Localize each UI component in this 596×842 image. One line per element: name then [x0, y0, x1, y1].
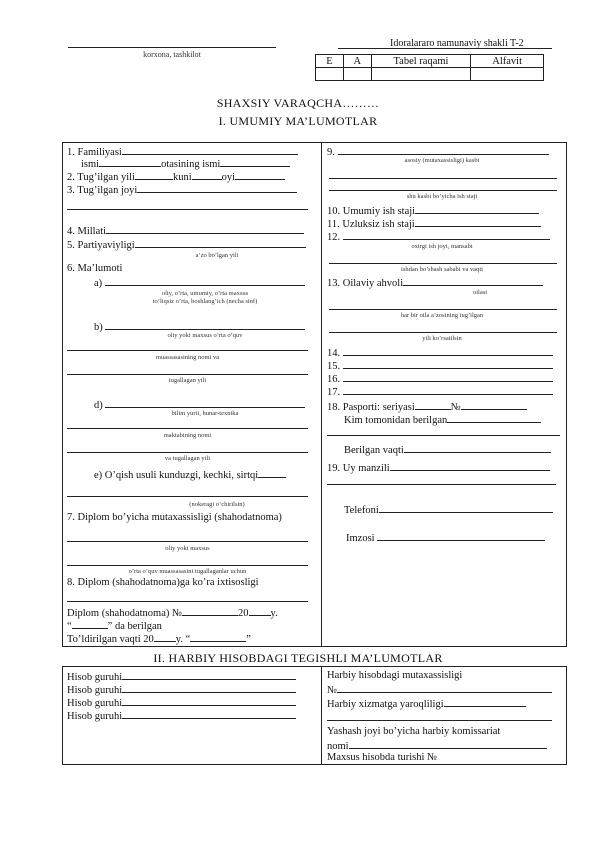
field-malumot-b-label: b)	[94, 322, 103, 333]
military-group-3[interactable]	[67, 696, 296, 710]
codes-header-tabel: Tabel raqami	[371, 55, 471, 68]
codes-cell-tabel[interactable]	[371, 68, 471, 81]
diploma-year-label: 20	[238, 608, 249, 619]
last-job-line2[interactable]	[329, 263, 557, 264]
military-commissariat-label: Yashash joyi bo’yicha harbiy komissariat	[327, 726, 501, 737]
general-info-divider	[321, 142, 322, 647]
malumot-b-line2[interactable]	[67, 350, 308, 351]
field-oilaviy-label: 13. Oilaviy ahvoli	[327, 278, 404, 289]
malumot-d-line2[interactable]	[67, 428, 308, 429]
field-signature[interactable]	[346, 531, 545, 545]
malumot-b-caption2: muassasasining nomi va	[155, 354, 220, 361]
field-passport-no-label: №	[450, 402, 461, 413]
field-study-mode[interactable]	[94, 468, 286, 482]
oilaviy-caption3: yili ko’rsatilsin	[422, 335, 462, 342]
field-passport-date-label: Berilgan vaqti	[344, 445, 404, 456]
field-mutaxassislik-label: 7. Diplom bo’yicha mutaxassisligi (shahodatnoma)	[67, 512, 282, 523]
page-title: SHAXSIY VARAQCHA………	[216, 96, 380, 110]
field-malumot-d-label: d)	[94, 400, 103, 411]
kasbi-line3[interactable]	[329, 190, 557, 191]
partiya-caption: a’zo bo’lgan yili	[195, 252, 239, 259]
military-commissariat-name[interactable]	[327, 739, 547, 753]
field-uzluksiz-staj-label: 11. Uzluksiz ish staji	[327, 219, 415, 230]
field-partiya-label: 5. Partiyaviyligi	[67, 240, 135, 251]
mutaxassislik-caption1: oliy yoki maxsus	[165, 545, 210, 552]
field-umumiy-staj[interactable]	[327, 204, 539, 218]
org-name-line[interactable]	[68, 47, 276, 48]
field-malumot-a-label: a)	[94, 278, 103, 289]
field-15-label: 15.	[327, 361, 341, 372]
last-job-caption2: ishdan bo’shash sababi va vaqti	[401, 266, 483, 273]
field-birth-place[interactable]	[67, 183, 297, 197]
filled-y-label: y. “	[175, 634, 191, 645]
codes-header-alfavit: Alfavit	[471, 55, 544, 68]
field-15[interactable]	[327, 359, 553, 373]
field-17-label: 17.	[327, 387, 341, 398]
field-16-label: 16.	[327, 374, 341, 385]
field-passport-date[interactable]	[344, 443, 551, 457]
military-group-1-label: Hisob guruhi	[67, 672, 123, 683]
section1-title: I. UMUMIY MA’LUMOTLAR	[218, 114, 378, 128]
military-fitness[interactable]	[327, 697, 526, 711]
last-job-caption1: oxirgi ish joyi, mansabi	[411, 243, 473, 250]
malumot-a-caption2: to’liqsiz o’rta, boshlang’ich (necha sinf)	[152, 298, 258, 305]
field-phone-label: Telefoni	[344, 505, 379, 516]
oilaviy-line2[interactable]	[329, 309, 557, 310]
field-14[interactable]	[327, 346, 553, 360]
codes-cell-e[interactable]	[316, 68, 344, 81]
field-umumiy-staj-label: 10. Umumiy ish staji	[327, 206, 416, 217]
given-open-quote: “	[67, 621, 72, 632]
military-group-2[interactable]	[67, 683, 296, 697]
malumot-b-line3[interactable]	[67, 374, 308, 375]
malumot-b-caption3: tugallagan yili	[168, 377, 207, 384]
field-study-mode-label: e) O’qish usuli kunduzgi, kechki, sirtqi	[94, 470, 259, 481]
military-group-2-label: Hisob guruhi	[67, 685, 123, 696]
military-no-label: №	[327, 685, 338, 696]
field-last-job-label: 12.	[327, 232, 341, 243]
field-16[interactable]	[327, 372, 553, 386]
birth-place-line2[interactable]	[67, 209, 308, 210]
military-specialty-number[interactable]	[327, 683, 552, 697]
field-signature-label: Imzosi	[346, 533, 375, 544]
malumot-d-caption3: va tugallagan yili	[164, 455, 211, 462]
field-birth-day-label: kuni	[172, 172, 192, 183]
field-passport-series-label: 18. Pasporti: seriyasi	[327, 402, 415, 413]
military-specialty-label: Harbiy hisobdagi mutaxassisligi	[327, 670, 463, 681]
malumot-d-caption2: maktabining nomi	[163, 432, 212, 439]
kasbi-caption1: asosiy (mutaxassisligi) kasbi	[404, 157, 480, 164]
field-partiya[interactable]	[67, 238, 306, 252]
filled-close-quote: ”	[246, 634, 251, 645]
codes-cell-alfavit[interactable]	[471, 68, 544, 81]
field-oilaviy[interactable]	[327, 276, 543, 290]
mutaxassislik-line2[interactable]	[67, 565, 308, 566]
codes-header-a: A	[343, 55, 371, 68]
codes-cell-a[interactable]	[343, 68, 371, 81]
form-name: Idoralararo namunaviy shakli T-2	[390, 38, 524, 49]
military-group-3-label: Hisob guruhi	[67, 698, 123, 709]
form-name-underline	[338, 48, 552, 49]
field-malumot-label: 6. Ma’lumoti	[67, 263, 123, 274]
field-14-label: 14.	[327, 348, 341, 359]
given-label: ” da berilgan	[107, 621, 162, 632]
field-ixtisoslik-label: 8. Diplom (shahodatnoma)ga ko’ra ixtisosligi	[67, 577, 259, 588]
field-birth-month-label: oyi	[221, 172, 236, 183]
field-kasbi-label: 9.	[327, 147, 335, 158]
oilaviy-caption1: oilasi	[472, 289, 488, 296]
kasbi-line2[interactable]	[329, 178, 557, 179]
field-phone[interactable]	[344, 503, 553, 517]
field-ism[interactable]	[81, 157, 290, 171]
military-group-4-label: Hisob guruhi	[67, 711, 123, 722]
field-diploma-given[interactable]	[67, 619, 162, 633]
codes-table	[315, 54, 544, 81]
kasbi-caption2: shu kasbi bo’yicha ish staji	[406, 193, 478, 200]
ixtisoslik-line[interactable]	[67, 601, 308, 602]
field-address[interactable]	[327, 461, 550, 475]
field-birth-date[interactable]	[67, 170, 285, 184]
field-uzluksiz-staj[interactable]	[327, 217, 541, 231]
study-mode-line2[interactable]	[67, 496, 308, 497]
military-group-4[interactable]	[67, 709, 296, 723]
field-passport[interactable]	[327, 400, 527, 414]
field-otasining-label: otasining ismi	[161, 159, 221, 170]
malumot-d-line3[interactable]	[67, 452, 308, 453]
military-fitness-line2[interactable]	[327, 720, 552, 721]
passport-issuer-line2[interactable]	[327, 435, 560, 436]
codes-header-e: E	[316, 55, 344, 68]
military-fitness-label: Harbiy xizmatga yaroqliligi	[327, 699, 444, 710]
oilaviy-line3[interactable]	[329, 332, 557, 333]
field-17[interactable]	[327, 385, 553, 399]
diploma-label: Diplom (shahodatnoma) №	[67, 608, 182, 619]
field-millati-label: 4. Millati	[67, 226, 107, 237]
mutaxassislik-line1[interactable]	[67, 541, 308, 542]
field-millati[interactable]	[67, 224, 304, 238]
field-birth-year-label: 2. Tug’ilgan yili	[67, 172, 135, 183]
military-commissariat-name-label: nomi	[327, 741, 349, 752]
field-diploma-number[interactable]	[67, 606, 278, 620]
study-mode-caption: (nokeragi o’chirilsin)	[189, 501, 245, 508]
org-caption: korxona, tashkilot	[143, 50, 201, 59]
address-line2[interactable]	[327, 484, 556, 485]
diploma-y-label: y.	[270, 608, 278, 619]
mutaxassislik-caption2: o’rta o’quv muassasasini tugallaganlar uchun	[128, 568, 247, 575]
military-group-1[interactable]	[67, 670, 296, 684]
field-familiya-label: 1. Familiyasi	[67, 147, 122, 158]
malumot-d-caption1: bilim yurti, hunar-texnika	[171, 410, 239, 417]
section2-title: II. HARBIY HISOBDAGI TEGISHLI MA’LUMOTLAR	[153, 651, 443, 665]
field-last-job[interactable]	[327, 230, 550, 244]
malumot-b-caption1: oliy yoki maxsus o’rta o’quv	[167, 332, 243, 339]
malumot-a-caption1: oliy, o’rta, umumiy, o’rta maxsus	[161, 290, 249, 297]
military-special-record[interactable]: Maxsus hisobda turishi №	[327, 752, 438, 763]
oilaviy-caption2: har bir oila a’zosining tug’ilgan	[400, 312, 484, 319]
field-passport-issuer-label: Kim tomonidan berilgan	[344, 415, 448, 426]
field-malumot-a[interactable]	[94, 276, 305, 290]
field-passport-issuer[interactable]	[344, 413, 541, 427]
filled-label: To’ldirilgan vaqti 20	[67, 634, 154, 645]
field-filled-date[interactable]	[67, 632, 251, 646]
field-birth-place-label: 3. Tug’ilgan joyi	[67, 185, 138, 196]
field-address-label: 19. Uy manzili	[327, 463, 390, 474]
military-divider	[321, 666, 322, 765]
field-ism-label: ismi	[81, 159, 100, 170]
